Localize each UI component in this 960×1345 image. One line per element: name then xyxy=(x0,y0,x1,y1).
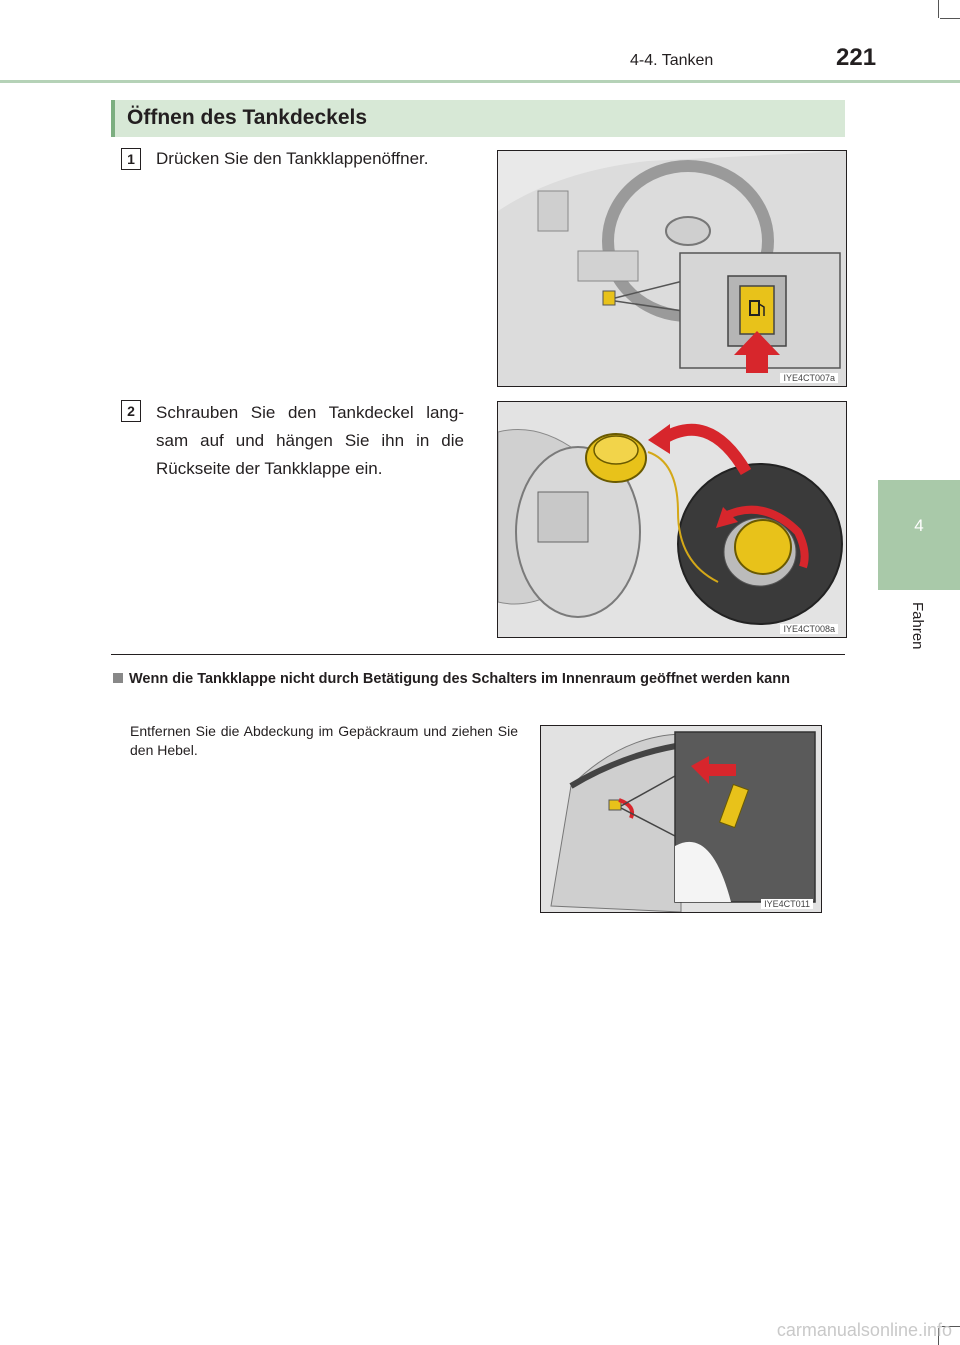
step-number-2: 2 xyxy=(121,400,141,422)
step-number-1: 1 xyxy=(121,148,141,170)
footer-watermark[interactable] xyxy=(0,1320,960,1341)
figure-code: IYE4CT007a xyxy=(780,373,838,383)
running-header-section: 4-4. Tanken xyxy=(630,52,714,69)
page-number: 221 xyxy=(836,44,877,71)
note-rule xyxy=(111,654,845,655)
figure-fuel-door-opener xyxy=(497,150,847,387)
step-text-2: Schrauben Sie den Tankdeckel lang-sam auf und hängen Sie ihn in die Rückseite der Tankklappe ein. xyxy=(156,403,464,478)
chapter-tab-number: 4 xyxy=(914,516,924,535)
note-heading-text: Wenn die Tankklappe nicht durch Betätigung des Schalters im Innenraum geöffnet werden kann xyxy=(129,671,790,687)
bullet-square-icon xyxy=(113,673,123,683)
section-heading-bar xyxy=(111,100,845,137)
figure-trunk-illustration xyxy=(541,726,821,912)
figure-code: IYE4CT008a xyxy=(780,624,838,634)
crop-mark xyxy=(940,18,960,19)
figure-fuel-cap-illustration xyxy=(498,402,846,637)
header-rule xyxy=(0,80,960,83)
crop-mark xyxy=(938,0,939,18)
note-body: Entfernen Sie die Abdeckung im Gepäckraum und ziehen Sie den Hebel. xyxy=(130,723,518,758)
step-text-1: Drücken Sie den Tankklappenöffner. xyxy=(156,149,429,168)
watermark-text: carmanualsonline.info xyxy=(776,1320,952,1340)
note-heading xyxy=(113,670,848,689)
section-title: Öffnen des Tankdeckels xyxy=(127,106,368,129)
chapter-label-text: Fahren xyxy=(909,602,926,650)
section-accent xyxy=(111,100,115,137)
figure-trunk-lever xyxy=(540,725,822,913)
chapter-tab[interactable] xyxy=(878,480,960,590)
figure-code: IYE4CT011 xyxy=(761,899,813,909)
chapter-label xyxy=(886,602,926,662)
figure-fuel-cap xyxy=(497,401,847,638)
figure-dashboard-illustration xyxy=(498,151,846,386)
